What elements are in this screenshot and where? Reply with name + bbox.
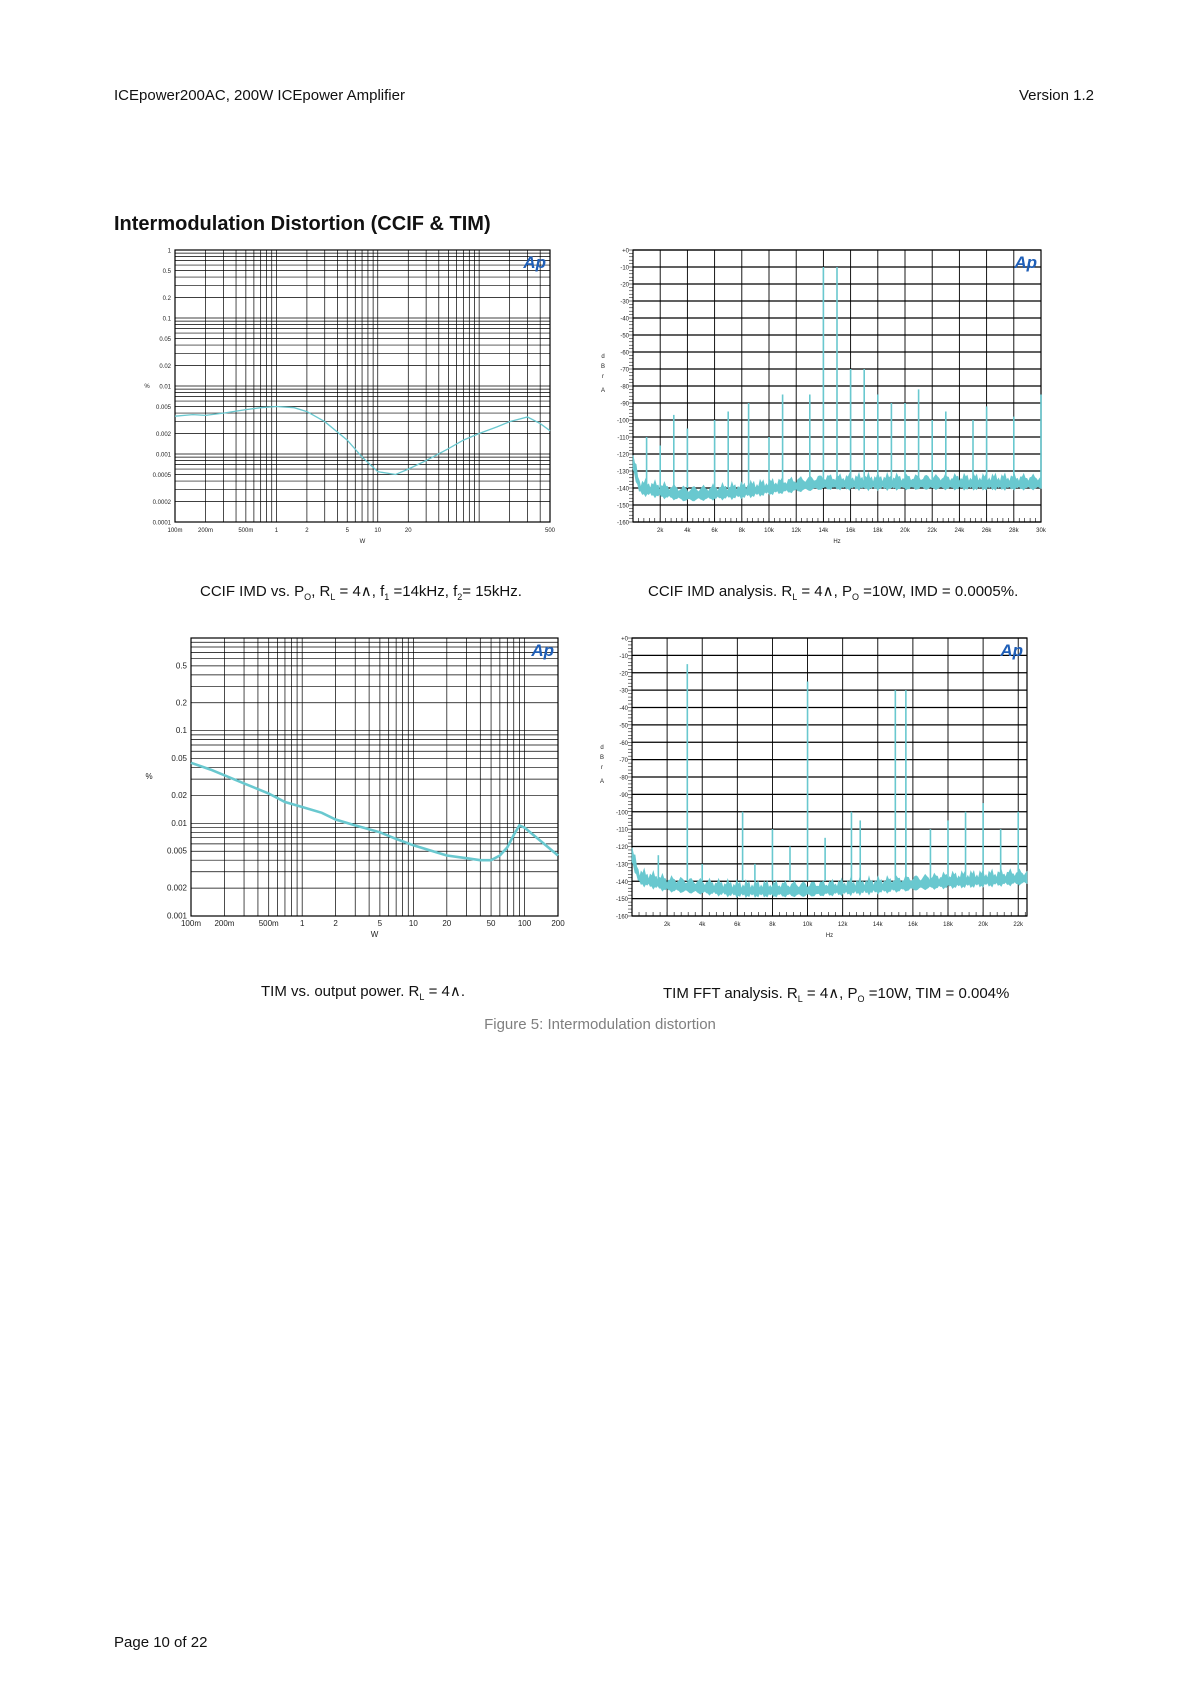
y-tick-label: -20	[619, 671, 628, 678]
chart-ccif-imd-vs-power	[140, 250, 580, 570]
x-tick-label: 22k	[1013, 922, 1024, 928]
chart-tim-vs-power	[140, 638, 585, 968]
x-tick-label: 100m	[180, 919, 202, 928]
y-axis-label: A	[599, 779, 605, 785]
y-tick-label: 0.1	[175, 726, 187, 736]
y-tick-label: 0.05	[159, 336, 171, 343]
y-tick-label: -100	[615, 810, 628, 817]
plot-group	[600, 637, 1027, 940]
y-tick-label: -110	[617, 435, 629, 442]
y-tick-label: -160	[615, 914, 628, 921]
y-tick-label: -90	[620, 401, 629, 408]
y-tick-label: -140	[616, 486, 629, 493]
ap-logo: Ap	[523, 253, 546, 272]
y-tick-label: -80	[620, 384, 629, 391]
caption-ccif-imd-vs-power: CCIF IMD vs. $P_O$, $R_L$ = 4∧, $f_1 =14kHz$, $f_2= 15kHz$.	[200, 583, 522, 602]
series-line-tim	[191, 763, 558, 860]
y-tick-label: -120	[615, 845, 628, 851]
x-tick-label: 20	[442, 919, 452, 928]
x-tick-label: 28k	[1008, 528, 1019, 534]
x-tick-label: 4k	[699, 922, 706, 928]
y-axis-label: d	[600, 745, 604, 751]
header-left: ICEpower200AC, 200W ICEpower Amplifier	[114, 87, 405, 104]
page-footer: Page 10 of 22	[114, 1634, 208, 1651]
y-tick-label: 0.0005	[152, 472, 171, 479]
y-axis-label: r	[601, 765, 603, 771]
y-tick-label: -10	[619, 653, 628, 660]
x-tick-label: 8k	[738, 528, 745, 534]
x-tick-label: 5	[377, 919, 383, 928]
plot-group	[144, 249, 555, 546]
ap-logo: Ap	[531, 641, 554, 660]
y-tick-label: 0.5	[175, 661, 187, 671]
y-tick-label: -50	[619, 723, 628, 730]
y-tick-label: 0.005	[166, 846, 187, 856]
x-tick-label: 50	[486, 919, 496, 928]
x-tick-label: 6k	[734, 922, 741, 928]
y-tick-label: -70	[620, 367, 629, 374]
y-tick-label: 0.05	[171, 754, 187, 764]
y-tick-label: 0.1	[162, 316, 171, 323]
y-tick-label: -140	[615, 879, 628, 886]
chart-ccif-imd-vs-power-svg	[140, 250, 580, 570]
y-tick-label: 0.02	[159, 364, 171, 371]
x-tick-label: 14k	[818, 528, 829, 534]
caption-tim-fft: TIM FFT analysis. $R_L$ = 4∧, $P_O =10W$, TIM = 0.004%	[663, 985, 1010, 1004]
x-tick-label: 14k	[872, 922, 883, 928]
x-tick-label: 100m	[167, 528, 183, 534]
y-tick-label: 0.2	[162, 296, 171, 303]
ap-logo: Ap	[1000, 641, 1023, 660]
y-axis-label: %	[144, 384, 150, 390]
y-axis-label: d	[601, 354, 605, 360]
x-tick-label: 20k	[900, 528, 910, 534]
y-tick-label: 1	[167, 248, 171, 255]
x-tick-label: 4k	[684, 528, 691, 534]
x-tick-label: 500m	[238, 528, 254, 534]
x-tick-label: 26k	[981, 528, 992, 534]
x-axis-label: Hz	[825, 933, 834, 939]
x-tick-label: 10k	[764, 528, 774, 534]
y-tick-label: -60	[620, 350, 629, 357]
x-tick-label: 10k	[802, 922, 813, 928]
x-tick-label: 500m	[258, 919, 279, 928]
x-tick-label: 200	[551, 919, 565, 928]
y-axis-label: B	[600, 364, 606, 370]
plot-group	[601, 249, 1047, 546]
section-title: Intermodulation Distortion (CCIF & TIM)	[114, 213, 491, 235]
x-axis-label: Hz	[833, 539, 841, 545]
y-tick-label: 0.001	[155, 452, 171, 459]
x-tick-label: 500	[544, 528, 556, 534]
y-tick-label: -130	[615, 862, 628, 869]
plot-frame	[191, 638, 558, 916]
y-tick-label: +0	[622, 248, 629, 255]
chart-ccif-imd-fft	[595, 250, 1065, 570]
y-tick-label: 0.002	[155, 432, 171, 439]
y-tick-label: -60	[619, 740, 628, 747]
y-tick-label: -30	[620, 299, 629, 306]
x-tick-label: 2	[333, 919, 338, 928]
y-axis-label: A	[600, 388, 606, 394]
y-tick-label: 0.0001	[152, 520, 171, 527]
y-tick-label: -80	[619, 775, 628, 782]
x-tick-label: 16k	[908, 922, 918, 928]
y-tick-label: -100	[616, 418, 629, 425]
x-tick-label: 2k	[663, 922, 671, 928]
x-tick-label: 2k	[657, 528, 664, 534]
y-tick-label: +0	[621, 636, 628, 643]
y-axis-label: B	[599, 755, 605, 761]
y-tick-label: 0.005	[155, 404, 171, 411]
x-tick-label: 10	[374, 528, 382, 534]
x-tick-label: 18k	[943, 922, 953, 928]
header-right: Version 1.2	[1018, 87, 1094, 104]
x-tick-label: 12k	[791, 528, 802, 534]
y-axis-label: r	[602, 374, 604, 380]
y-tick-label: -150	[615, 897, 628, 904]
x-tick-label: 22k	[927, 528, 938, 534]
y-tick-label: 0.01	[159, 384, 171, 391]
caption-ccif-imd-fft: CCIF IMD analysis. $R_L$ = 4∧, $P_O =10W$, IMD = 0.0005%.	[648, 583, 1019, 602]
y-tick-label: 0.001	[166, 911, 187, 921]
x-axis-label: W	[359, 539, 366, 545]
x-tick-label: 30k	[1036, 528, 1046, 534]
y-tick-label: -150	[616, 503, 629, 510]
x-tick-label: 12k	[837, 922, 848, 928]
x-tick-label: 1	[299, 919, 305, 928]
noise-floor	[632, 848, 1027, 898]
x-tick-label: 2	[305, 528, 309, 534]
y-tick-label: -90	[619, 792, 628, 799]
x-tick-label: 100	[517, 919, 532, 928]
x-tick-label: 1	[274, 528, 279, 534]
figure-caption: Figure 5: Intermodulation distortion	[484, 1016, 716, 1033]
y-tick-label: -20	[620, 282, 629, 289]
y-tick-label: 0.01	[171, 818, 187, 828]
ap-logo: Ap	[1014, 253, 1037, 272]
y-tick-label: -70	[619, 758, 628, 765]
y-axis-label: %	[145, 772, 153, 781]
chart-tim-vs-power-svg	[140, 638, 585, 968]
x-tick-label: 6k	[711, 528, 718, 534]
x-tick-label: 20	[404, 528, 412, 534]
chart-ccif-imd-fft-svg	[595, 250, 1065, 570]
x-axis-label: W	[370, 930, 379, 939]
y-tick-label: 0.2	[175, 698, 187, 708]
y-tick-label: -130	[616, 469, 629, 476]
y-tick-label: 0.5	[162, 268, 171, 275]
y-tick-label: 0.0002	[152, 500, 171, 507]
x-tick-label: 8k	[769, 922, 776, 928]
x-tick-label: 20k	[978, 922, 988, 928]
chart-tim-fft-svg	[595, 638, 1065, 968]
x-tick-label: 200m	[198, 528, 214, 534]
x-tick-label: 200m	[214, 919, 235, 928]
y-tick-label: 0.002	[166, 883, 187, 893]
caption-tim-vs-power: TIM vs. output power. $R_L$ = 4∧.	[261, 983, 466, 1002]
y-tick-label: -10	[620, 265, 629, 272]
x-tick-label: 24k	[954, 528, 965, 534]
x-tick-label: 5	[345, 528, 349, 534]
y-tick-label: -40	[620, 316, 629, 323]
x-tick-label: 16k	[845, 528, 856, 534]
chart-tim-fft	[595, 638, 1065, 968]
x-tick-label: 10	[408, 919, 418, 928]
x-tick-label: 18k	[872, 528, 883, 534]
y-tick-label: -50	[620, 333, 629, 340]
y-tick-label: -120	[616, 452, 629, 459]
y-tick-label: -160	[616, 520, 629, 527]
y-tick-label: 0.02	[171, 790, 187, 800]
plot-group	[145, 638, 565, 939]
y-tick-label: -40	[619, 706, 628, 712]
y-tick-label: -30	[619, 688, 628, 695]
y-tick-label: -110	[616, 827, 628, 834]
